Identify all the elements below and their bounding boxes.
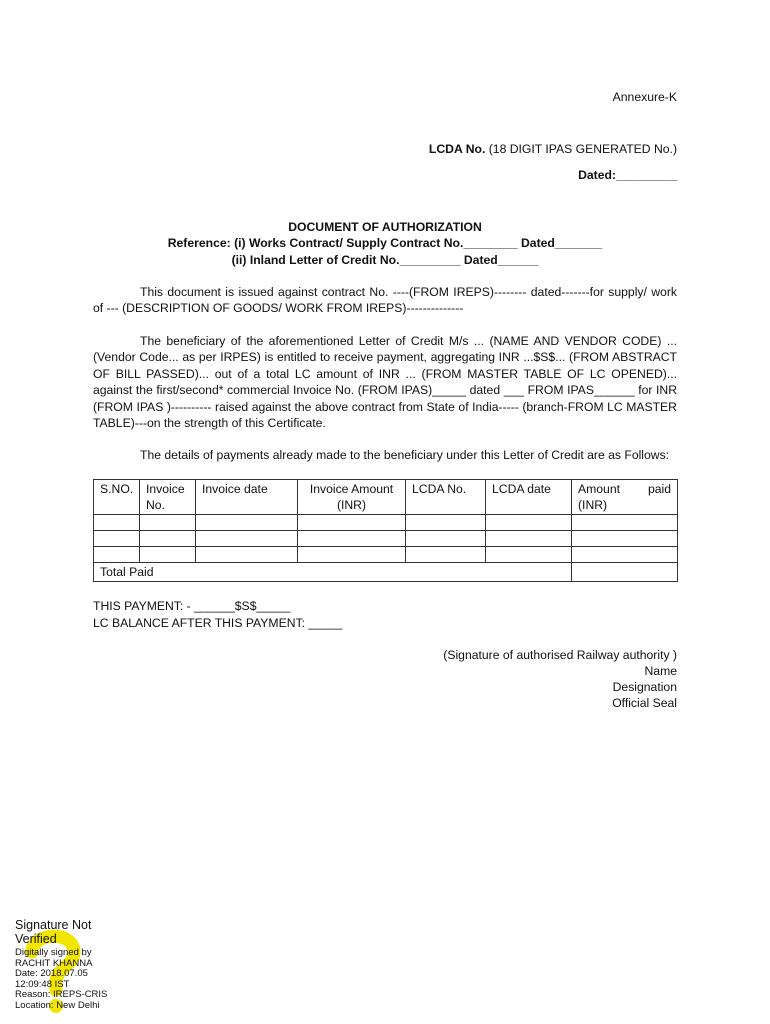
reference-line-1: Reference: (i) Works Contract/ Supply Contract No.________ Dated_______ — [167, 236, 603, 250]
table-row — [94, 531, 678, 547]
paragraph-contract-text: This document is issued against contract No. ----(FROM IREPS)-------- dated-------for supply/ work of --- (DESCRIPTION OF GOODS/ WORK FROM IREPS)-------------- — [93, 285, 677, 316]
paragraph-payment-details-text: The details of payments already made to the beneficiary under this Letter of Credit are as Follows: — [140, 448, 670, 462]
digital-signature-block — [15, 918, 107, 1011]
this-payment-line: THIS PAYMENT: - ______$S$_____ — [93, 599, 291, 613]
signature-status-2: Verified — [15, 932, 57, 946]
signature-reason: Reason: IREPS-CRIS — [15, 989, 108, 1000]
paragraph-beneficiary — [93, 333, 677, 431]
header-invoice-amount: Invoice Amount (INR) — [298, 480, 406, 515]
table-row — [94, 515, 678, 531]
signature-designation: Designation — [612, 680, 677, 694]
paragraph-payment-details — [93, 447, 677, 463]
paragraph-contract — [93, 284, 677, 317]
table-total-row — [94, 563, 678, 582]
dated-line: Dated:_________ — [578, 168, 677, 182]
header-amount-paid-right: paid — [647, 482, 671, 496]
paragraph-beneficiary-text: The beneficiary of the aforementioned Letter of Credit M/s ... (NAME AND VENDOR CODE) ... (Vendor Code... as per IRPES) is entitled to receive payment, aggregating INR ...$S$... (FROM ABSTRACT OF BILL PASSED)... out of a total LC amount of INR ... (FROM MASTER TABLE OF LC OPENED)... against the first/second* commercial Invoice No. (FROM IPAS)_____ dated ___ FROM IPAS______ for INR (FROM IPAS )---------- raised against the above contract from State of India----- (branch-FROM LC MASTER TABLE)---on the strength of this Certificate. — [93, 334, 677, 431]
signature-status-1: Signature Not — [15, 918, 92, 932]
total-paid-label: Total Paid — [94, 563, 572, 582]
table-header-row — [94, 480, 678, 515]
signature-date: Date: 2018.07.05 — [15, 968, 88, 979]
header-invoice-no: Invoice No. — [140, 480, 196, 515]
signature-signed-by-2: RACHIT KHANNA — [15, 957, 93, 969]
header-lcda-no: LCDA No. — [406, 480, 486, 515]
header-amount-paid-left: Amount — [578, 482, 621, 496]
lcda-label: LCDA No. — [428, 142, 486, 156]
reference-line-2: (ii) Inland Letter of Credit No._________ Dated______ — [231, 253, 539, 267]
header-sno: S.NO. — [94, 480, 140, 515]
header-lcda-date: LCDA date — [486, 480, 572, 515]
header-amount-paid — [572, 480, 678, 515]
signature-time: 12:09:48 IST — [15, 978, 70, 990]
lcda-value: (18 DIGIT IPAS GENERATED No.) — [485, 142, 677, 156]
document-title: DOCUMENT OF AUTHORIZATION — [288, 220, 482, 234]
table-row — [94, 547, 678, 563]
signature-signed-by-1: Digitally signed by — [15, 947, 92, 958]
header-amount-paid-unit: (INR) — [578, 498, 608, 512]
total-paid-value — [572, 563, 678, 582]
payments-table — [93, 479, 678, 582]
signature-name: Name — [644, 664, 677, 678]
signature-authority-line: (Signature of authorised Railway authority ) — [443, 648, 677, 662]
lc-balance-line: LC BALANCE AFTER THIS PAYMENT: _____ — [93, 616, 343, 630]
header-invoice-date: Invoice date — [196, 480, 298, 515]
lcda-number-line — [429, 141, 677, 157]
signature-location: Location: New Delhi — [15, 999, 100, 1011]
annexure-label: Annexure-K — [612, 90, 677, 104]
signature-official-seal: Official Seal — [612, 696, 677, 710]
